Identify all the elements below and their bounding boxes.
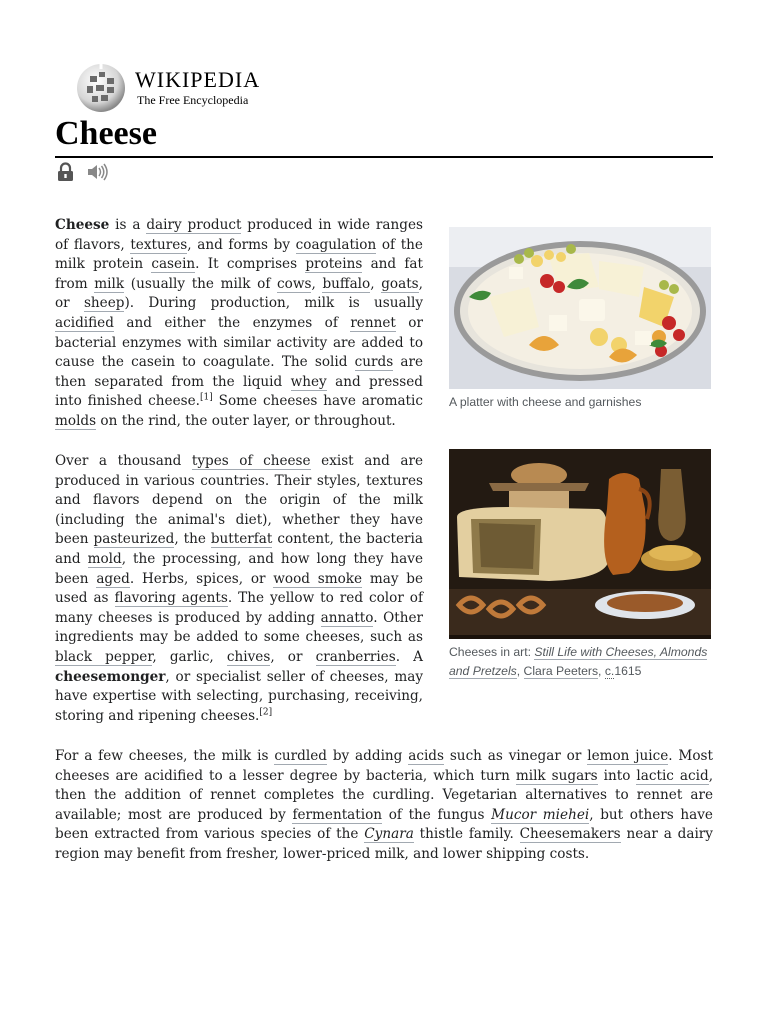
text: , or specialist seller of cheeses, may have expertise with selecting, purchasing, receiving, storing and ripening cheeses. <box>55 668 423 724</box>
text: 1615 <box>614 664 642 678</box>
link-flavoring-agents[interactable]: flavoring agents <box>114 590 228 607</box>
reference-marker <box>200 393 213 403</box>
link-cows[interactable]: cows <box>277 275 312 292</box>
link-curdled[interactable]: curdled <box>274 748 327 764</box>
link-whey[interactable]: whey <box>290 373 327 390</box>
text: , <box>598 664 605 678</box>
term-cheesemonger: cheesemonger <box>55 668 166 685</box>
link-pasteurized[interactable]: pasteurized <box>93 531 175 548</box>
wordmark[interactable]: WIKIPEDIA <box>135 67 261 92</box>
link-textures[interactable]: textures <box>130 236 188 253</box>
text: produced in wide ranges of flavors, <box>55 217 423 253</box>
curdling-paragraph <box>55 747 713 865</box>
speaker-icon[interactable] <box>86 162 108 182</box>
link-curds[interactable]: curds <box>354 354 394 371</box>
figure-cheese-platter <box>449 227 711 412</box>
link-types-of-cheese[interactable]: types of cheese <box>191 453 311 469</box>
text: , but others have been extracted from various species of the <box>55 806 713 843</box>
text: , the processing, and how long they have been <box>55 550 423 587</box>
text: of the fungus <box>382 806 492 823</box>
link-proteins[interactable]: proteins <box>305 256 363 273</box>
text: exist and are produced in various countries. Their styles, textures and flavors depend on the origin of the milk (including the animal's diet), whether they have been <box>55 453 423 548</box>
link-lemon-juice[interactable]: lemon juice <box>587 748 669 764</box>
text: , and forms by <box>187 236 296 253</box>
text: , <box>311 275 323 292</box>
reference-2-link[interactable]: [2] <box>259 707 273 718</box>
text: are then separated from the liquid <box>55 354 424 390</box>
term-cheese: Cheese <box>55 217 110 233</box>
text: thistle family. <box>413 826 520 843</box>
link-aged[interactable]: aged <box>96 570 130 587</box>
link-black-pepper[interactable]: black pepper <box>55 648 153 665</box>
text: may be used as <box>55 570 424 607</box>
reference-1-link[interactable]: [1] <box>199 392 213 403</box>
link-circa[interactable]: c. <box>604 664 615 678</box>
text: . Most cheeses are acidified to a lesser degree by bacteria, which turn <box>55 748 713 784</box>
link-mucor-miehei[interactable]: Mucor miehei <box>491 806 590 823</box>
link-cranberries[interactable]: cranberries <box>315 648 396 665</box>
text: . Other ingredients may be added to some cheeses, such as <box>55 609 423 646</box>
text: of the milk protein <box>55 236 423 273</box>
text: such as vinegar or <box>443 748 588 764</box>
text: , <box>516 664 524 678</box>
link-milk[interactable]: milk <box>94 275 125 292</box>
link-molds[interactable]: molds <box>55 412 97 429</box>
text: , <box>370 275 382 292</box>
text: , or <box>270 648 316 665</box>
link-rennet[interactable]: rennet <box>350 314 396 331</box>
cheese-platter-image[interactable] <box>449 227 711 389</box>
text: into <box>597 767 637 784</box>
text: (usually the milk of <box>124 275 278 292</box>
text: . A <box>395 648 423 665</box>
link-mold[interactable]: mold <box>87 550 122 567</box>
link-cynara[interactable]: Cynara <box>364 826 414 843</box>
wikipedia-globe-icon[interactable] <box>75 62 127 114</box>
reference-marker <box>259 707 272 717</box>
text: . Herbs, spices, or <box>129 570 274 587</box>
site-header <box>75 62 375 114</box>
text: , or <box>55 275 423 312</box>
text: , the <box>174 531 211 548</box>
text: near a dairy region may benefit from fresher, lower-priced milk, and lower shipping costs. <box>55 826 713 862</box>
link-acids[interactable]: acids <box>408 748 444 764</box>
link-annatto[interactable]: annatto <box>320 609 374 626</box>
text: . The yellow to red color of many cheeses is produced by adding <box>55 590 424 626</box>
text: Over a thousand <box>55 453 192 469</box>
styles-paragraph <box>55 452 423 726</box>
link-chives[interactable]: chives <box>226 648 271 665</box>
link-cheesemakers[interactable]: Cheesemakers <box>519 826 621 843</box>
text: and fat from <box>55 256 423 292</box>
text: , then the addition of rennet completes the curdling. Vegetarian alternatives to rennet are available; most are produced by <box>55 767 714 823</box>
link-buffalo[interactable]: buffalo <box>322 275 371 292</box>
text: Some cheeses have aromatic <box>212 393 423 410</box>
link-clara-peeters[interactable]: Clara Peeters <box>523 664 599 678</box>
figure-caption <box>449 643 711 681</box>
page-title: Cheese <box>55 113 713 158</box>
page-status-icons <box>56 162 114 182</box>
link-milk-sugars[interactable]: milk sugars <box>515 767 598 784</box>
text: is a <box>109 217 147 233</box>
text: ). During production, milk is usually <box>124 295 423 312</box>
text: and either the enzymes of <box>113 314 351 331</box>
link-wood-smoke[interactable]: wood smoke <box>273 570 363 587</box>
link-lactic-acid[interactable]: lactic acid <box>636 767 709 784</box>
tagline: The Free Encyclopedia <box>137 93 249 107</box>
link-fermentation[interactable]: fermentation <box>292 806 383 823</box>
link-coagulation[interactable]: coagulation <box>295 236 377 253</box>
link-butterfat[interactable]: butterfat <box>210 531 273 548</box>
text: , garlic, <box>152 648 227 665</box>
link-goats[interactable]: goats <box>381 275 419 292</box>
text: Cheeses in art: <box>449 645 535 659</box>
text: on the rind, the outer layer, or throughout. <box>96 412 396 429</box>
figure-caption: A platter with cheese and garnishes <box>449 395 642 409</box>
text: For a few cheeses, the milk is <box>55 748 275 764</box>
intro-paragraph <box>55 216 423 432</box>
text: by adding <box>326 748 409 764</box>
text: or bacterial enzymes with similar activity are added to cause the casein to coagulate. The solid <box>55 314 423 371</box>
link-sheep[interactable]: sheep <box>83 295 125 312</box>
link-casein[interactable]: casein <box>151 256 196 273</box>
text: . It comprises <box>195 256 306 273</box>
lock-icon[interactable] <box>56 162 75 182</box>
link-still-life[interactable]: Still Life with Cheeses, Almonds and Pretzels <box>449 645 708 678</box>
link-acidified[interactable]: acidified <box>55 314 114 331</box>
figure-still-life <box>449 449 711 681</box>
still-life-painting-image[interactable] <box>449 449 711 639</box>
text: content, the bacteria and <box>55 531 423 567</box>
text: and pressed into finished cheese. <box>55 373 423 410</box>
link-dairy-product[interactable]: dairy product <box>146 217 242 233</box>
